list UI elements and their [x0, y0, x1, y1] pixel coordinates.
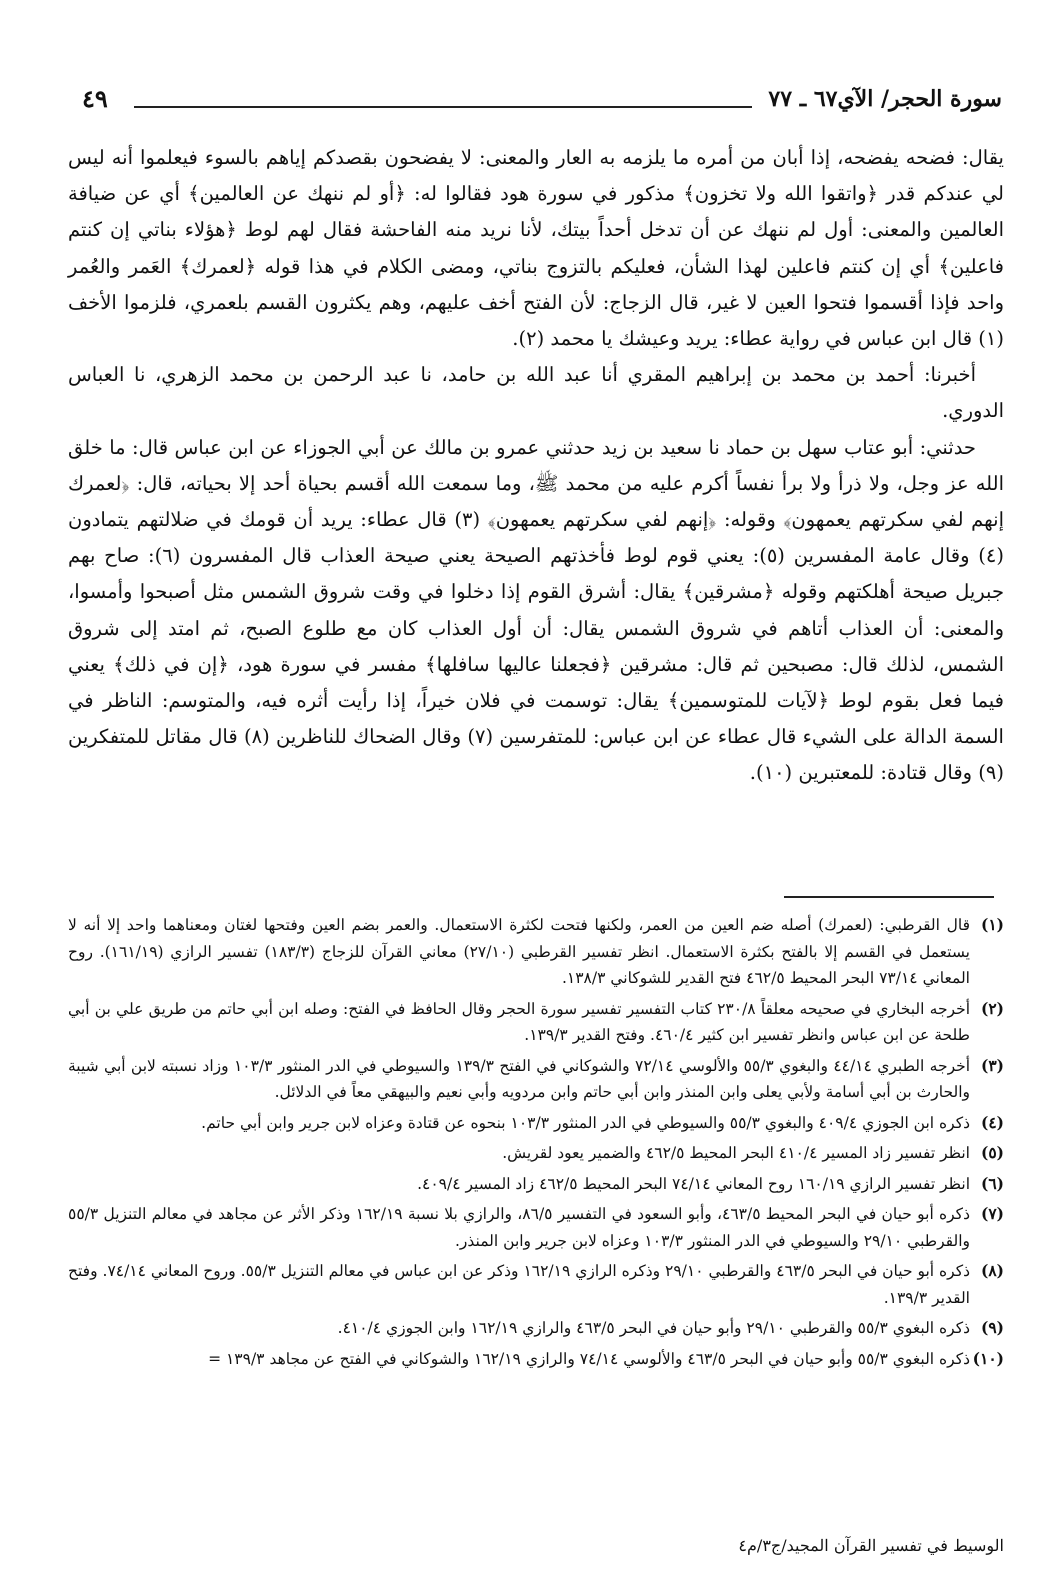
main-text: [68, 140, 1004, 792]
paragraph: يقال: فضحه يفضحه، إذا أبان من أمره ما يلزمه به العار والمعنى: لا يفضحون بقصدكم إياهم بالسوء فيعلموا أنه ليس لي عندكم قدر ﴿واتقوا الله ولا تخزون﴾ مذكور في سورة هود فقالوا له: ﴿أو لم ننهك عن العالمين﴾ أي عن ضيافة العالمين والمعنى: أول لم ننهك عن أن تدخل أحداً بيتك، لأنا نريد منه الفاحشة فقال لهم لوط ﴿هؤلاء بناتي إن كنتم فاعلين﴾ أي إن كنتم فاعلين لهذا الشأن، فعليكم بالتزوج بناتي، ومضى الكلام في هذا قوله ﴿لعمرك﴾ العَمر والعُمر واحد فإذا أقسموا فتحوا العين لا غير، قال الزجاج: لأن الفتح أخف عليهم، وهم يكثرون القسم بلعمري، فلزموا الأخف (١) قال ابن عباس في رواية عطاء: يريد وعيشك يا محمد (٢).: [68, 146, 1004, 351]
header-rule: [134, 106, 752, 108]
footnote-number: (٧): [980, 1204, 1004, 1223]
footnote-text: قال القرطبي: (لعمرك) أصله ضم العين من العمر، ولكنها فتحت لكثرة الاستعمال. والعمر بضم العين وفتحها لغتان ومعناهما واحد إلا أنه لا يستعمل في القسم إلا بالفتح بكثرة الاستعمال. انظر تفسير القرطبي (٢٧/١٠) معاني القرآن للزجاج (١٨٣/٣) تفسير الرازي (١٦١/١٩). روح المعاني ٧٣/١٤ البحر المحيط ٤٦٢/٥ فتح القدير للشوكاني ١٣٨/٣.: [68, 916, 970, 987]
paragraph: حدثني: أبو عتاب سهل بن حماد نا سعيد بن زيد حدثني عمرو بن مالك عن أبي الجوزاء عن ابن عباس قال: ما خلق الله عز وجل، ولا ذرأ ولا برأ نفساً أكرم عليه من محمد ﷺ، وما سمعت الله أقسم بحياة أحد إلا بحياته، قال: ﴿لعمرك إنهم لفي سكرتهم يعمهون﴾ وقوله: ﴿إنهم لفي سكرتهم يعمهون﴾ (٣) قال عطاء: يريد أن قومك في ضلالتهم يتمادون (٤) وقال عامة المفسرين (٥): يعني قوم لوط فأخذتهم الصيحة يعني صيحة العذاب قال المفسرون (٦): صاح بهم جبريل صيحة أهلكتهم وقوله ﴿مشرقين﴾ يقال: أشرق القوم إذا دخلوا في وقت شروق الشمس مثل أصبحوا وأمسوا، والمعنى: أن العذاب أتاهم في شروق الشمس يقال: أن أول العذاب كان مع طلوع الصبح، ثم امتد إلى شروق الشمس، لذلك قال: مصبحين ثم قال: مشرقين ﴿فجعلنا عاليها سافلها﴾ مفسر في سورة هود، ﴿إن في ذلك﴾ يعني فيما فعل بقوم لوط ﴿لآيات للمتوسمين﴾ يقال: توسمت في فلان خيراً، إذا رأيت أثره فيه، والمتوسم: الناظر في السمة الدالة على الشيء قال عطاء عن ابن عباس: للمتفرسين (٧) وقال الضحاك للناظرين (٨) قال مقاتل للمتفكرين (٩) وقال قتادة: للمعتبرين (١٠).: [68, 435, 1004, 785]
footnote: [68, 1171, 1004, 1198]
footnote: [68, 1315, 1004, 1342]
footnote: [68, 1053, 1004, 1106]
chapter-title: سورة الحجر/ الآي٦٧ ـ ٧٧: [768, 86, 1002, 112]
footnote-text: أخرجه البخاري في صحيحه معلقاً ٢٣٠/٨ كتاب التفسير تفسير سورة الحجر وقال الحافظ في الفتح: وصله ابن أبي حاتم من طريق علي بن أبي طلحة عن ابن عباس وانظر تفسير ابن كثير ٤٦٠/٤. وفتح القدير ١٣٩/٣.: [68, 999, 970, 1044]
page-number: ٤٩: [82, 84, 108, 113]
footnote-text: ذكره البغوي ٥٥/٣ والقرطبي ٢٩/١٠ وأبو حيان في البحر ٤٦٣/٥ والرازي ١٦٢/١٩ وابن الجوزي ٤١٠/٤.: [337, 1319, 970, 1337]
footnote-text: ذكره ابن الجوزي ٤٠٩/٤ والبغوي ٥٥/٣ والسيوطي في الدر المنثور ١٠٣/٣ بنحوه عن قتادة وعزاه لابن جرير وابن أبي حاتم.: [201, 1113, 970, 1132]
footnote: [68, 996, 1004, 1049]
running-header: [82, 82, 1002, 122]
book-signature: الوسيط في تفسير القرآن المجيد/ج٣/م٤: [738, 1536, 1004, 1555]
footnote-rule: [784, 896, 994, 898]
footnote-number: (١٠): [972, 1348, 1004, 1368]
footnote: [68, 1346, 1004, 1373]
footnote-number: (٣): [980, 1055, 1004, 1075]
footnote-number: (٥): [980, 1143, 1004, 1162]
footnote-text: انظر تفسير الرازي ١٦٠/١٩ روح المعاني ٧٤/١٤ البحر المحيط ٤٦٢/٥ زاد المسير ٤٠٩/٤.: [417, 1174, 970, 1193]
footnote: [68, 1201, 1004, 1254]
footnotes: [68, 912, 1004, 1376]
footnote-number: (٨): [980, 1261, 1004, 1280]
footnote-number: (٢): [980, 998, 1004, 1018]
footnote: [68, 1140, 1004, 1167]
footnote-text: انظر تفسير زاد المسير ٤١٠/٤ البحر المحيط ٤٦٢/٥ والضمير يعود لقريش.: [502, 1144, 970, 1162]
paragraph: أخبرنا: أحمد بن محمد بن إبراهيم المقري أنا عبد الله بن حامد، نا عبد الرحمن بن محمد الزهري، نا العباس الدوري.: [68, 363, 1004, 423]
footnote-number: (٤): [980, 1112, 1004, 1132]
footnote-text: ذكره أبو حيان في البحر ٤٦٣/٥ والقرطبي ٢٩/١٠ وذكره الرازي ١٦٢/١٩ وذكر عن ابن عباس في معالم التنزيل ٥٥/٣. وروح المعاني ٧٤/١٤. وفتح القدير ١٣٩/٣.: [68, 1262, 970, 1307]
footnote: [68, 1258, 1004, 1311]
footnote-number: (١): [980, 915, 1004, 934]
footnote-number: (٦): [980, 1173, 1004, 1193]
footnote-text: أخرجه الطبري ٤٤/١٤ والبغوي ٥٥/٣ والألوسي ٧٢/١٤ والشوكاني في الفتح ١٣٩/٣ والسيوطي في الدر المنثور ١٠٣/٣ وزاد نسبته لابن أبي شيبة والحارث بن أبي أسامة ولأبي يعلى وابن المنذر وابن أبي حاتم وابن مردويه وأبي نعيم والبيهقي معاً في الدلائل.: [68, 1056, 971, 1101]
footnote-number: (٩): [980, 1318, 1004, 1337]
footnote: [68, 912, 1004, 992]
footnote-text: ذكره البغوي ٥٥/٣ وأبو حيان في البحر ٤٦٣/٥ والألوسي ٧٤/١٤ والرازي ١٦٢/١٩ والشوكاني في الفتح عن مجاهد ١٣٩/٣ =: [208, 1349, 970, 1368]
footnote: [68, 1110, 1004, 1137]
footnote-text: ذكره أبو حيان في البحر المحيط ٤٦٣/٥، وأبو السعود في التفسير ٨٦/٥، والرازي بلا نسبة ١٦٢/١٩ وذكر الأثر عن مجاهد في معالم التنزيل ٥٥/٣ والقرطبي ٢٩/١٠ والسيوطي في الدر المنثور ١٠٣/٣ وعزاه لابن جرير وابن المنذر.: [68, 1205, 970, 1250]
